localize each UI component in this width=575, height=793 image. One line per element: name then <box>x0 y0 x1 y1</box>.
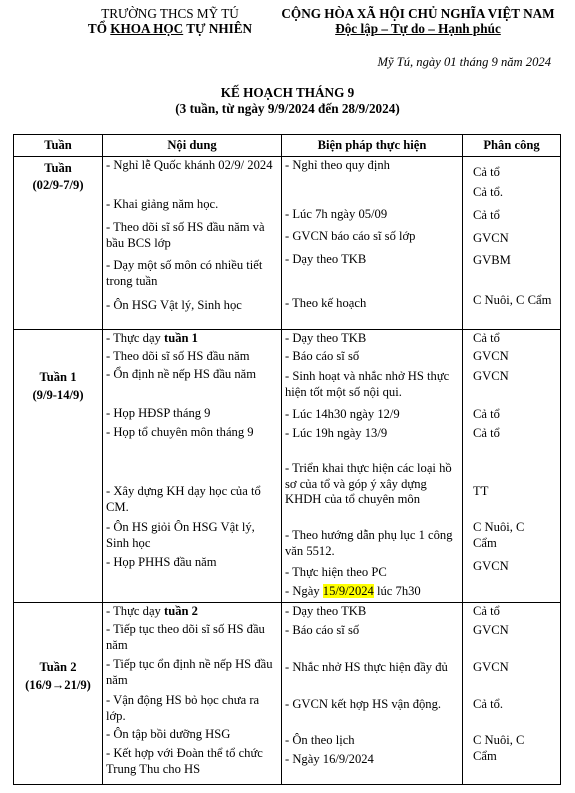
measure-item: - Nhắc nhở HS thực hiện đầy đủ <box>285 660 448 674</box>
school-name: TRƯỜNG THCS MỸ TÚ <box>101 6 239 21</box>
measure-item: - Báo cáo sĩ số <box>285 623 360 637</box>
content-item: - Vận động HS bỏ học chưa ra lớp. <box>106 693 260 723</box>
content-item: - Ôn tập bồi dưỡng HSG <box>106 727 231 741</box>
week-name: Tuần 2 <box>39 660 77 674</box>
national-title: CỘNG HÒA XÃ HỘI CHỦ NGHĨA VIỆT NAM <box>281 6 555 21</box>
department-name <box>70 21 270 36</box>
assign-item: Cả tổ <box>473 426 500 440</box>
content-item: - Họp PHHS đầu năm <box>106 555 217 569</box>
week-cell <box>14 330 103 603</box>
col-header-assign: Phân công <box>463 135 561 157</box>
assign-item: GVCN <box>473 369 509 383</box>
measure-item: - Dạy theo TKB <box>285 252 367 266</box>
table-row <box>14 603 561 785</box>
week-range: (02/9-7/9) <box>32 178 84 192</box>
content-cell <box>103 157 282 330</box>
assign-item: C Nuôi, C Cẩm <box>473 520 525 550</box>
content-cell <box>103 603 282 785</box>
content-item: - Thực dạy tuần 1 <box>106 331 198 345</box>
content-item: - Theo dõi sĩ số HS đầu năm <box>106 349 250 363</box>
measure-item: - GVCN báo cáo sĩ số lớp <box>285 229 416 243</box>
measure-item: - Thực hiện theo PC <box>285 565 387 579</box>
assign-item: GVCN <box>473 231 509 245</box>
measure-item: - Lúc 14h30 ngày 12/9 <box>285 407 400 421</box>
measures-cell <box>282 603 463 785</box>
content-item: - Ổn định nề nếp HS đầu năm <box>106 367 257 381</box>
assign-item: GVBM <box>473 253 511 267</box>
measure-date-prefix: - Ngày <box>285 584 323 598</box>
content-item-emphasis: tuần 1 <box>164 331 198 345</box>
week-cell <box>14 603 103 785</box>
content-cell <box>103 330 282 603</box>
assign-item: GVCN <box>473 559 509 573</box>
measure-item: - Dạy theo TKB <box>285 604 367 618</box>
content-item-emphasis: tuần 2 <box>164 604 198 618</box>
measure-item: - Dạy theo TKB <box>285 331 367 345</box>
assign-item: Cả tổ <box>473 604 500 618</box>
assign-item: TT <box>473 484 489 498</box>
assign-item: Cả tổ <box>473 165 500 179</box>
assign-item: Cả tổ <box>473 407 500 421</box>
plan-table <box>13 134 561 785</box>
measure-item: - Theo hướng dẫn phụ lục 1 công văn 5512. <box>285 528 453 558</box>
content-item: - Thực dạy tuần 2 <box>106 604 198 618</box>
national-motto: Độc lập – Tự do – Hạnh phúc <box>335 21 501 36</box>
measure-item: - Sinh hoạt và nhắc nhở HS thực hiện tốt một số nội qui. <box>285 369 450 399</box>
table-header-row <box>14 135 561 157</box>
assign-item: Cả tổ <box>473 208 500 222</box>
content-item: - Ôn HSG Vật lý, Sinh học <box>106 298 242 312</box>
content-item: - Xây dựng KH dạy học của tổ CM. <box>106 484 261 514</box>
measures-cell <box>282 157 463 330</box>
week-name: Tuần <box>44 161 72 175</box>
table-row <box>14 157 561 330</box>
content-item: - Tiếp tục ổn định nề nếp HS đầu năm <box>106 657 273 687</box>
measure-item: - GVCN kết hợp HS vận động. <box>285 697 442 711</box>
date-line: Mỹ Tú, ngày 01 tháng 9 năm 2024 <box>377 55 551 69</box>
col-header-content: Nội dung <box>103 135 282 157</box>
measure-item: - Lúc 7h ngày 05/09 <box>285 207 388 221</box>
content-item: - Theo dõi sĩ số HS đầu năm và bầu BCS lớp <box>106 220 265 250</box>
content-item: - Khai giảng năm học. <box>106 197 219 211</box>
assign-item: GVCN <box>473 623 509 637</box>
assign-cell <box>463 330 561 603</box>
measure-item: - Theo kế hoạch <box>285 296 367 310</box>
week-cell <box>14 157 103 330</box>
content-item: - Họp HĐSP tháng 9 <box>106 406 211 420</box>
assign-item: Cả tổ <box>473 331 500 345</box>
content-item: - Nghỉ lễ Quốc khánh 02/9/ 2024 <box>106 158 273 172</box>
measures-cell <box>282 330 463 603</box>
week-name: Tuần 1 <box>39 370 77 384</box>
assign-item: Cả tổ. <box>473 185 504 199</box>
measure-item: - Lúc 19h ngày 13/9 <box>285 426 388 440</box>
assign-item: C Nuôi, C Cẩm <box>473 733 525 763</box>
national-header <box>268 6 568 36</box>
department-name-text: TỔ KHOA HỌC TỰ NHIÊN <box>87 21 253 36</box>
measure-date-suffix: lúc 7h30 <box>373 584 421 598</box>
assign-item: C Nuôi, C Cẩm <box>473 293 552 307</box>
measure-item: - Nghỉ theo quy định <box>285 158 390 172</box>
week-range: (16/9→21/9) <box>25 678 91 692</box>
highlighted-date: 15/9/2024 <box>322 584 374 598</box>
week-range: (9/9-14/9) <box>32 388 84 402</box>
assign-item: Cả tổ. <box>473 697 504 711</box>
table-row <box>14 330 561 603</box>
content-item: - Tiếp tục theo dõi sĩ số HS đầu năm <box>106 622 265 652</box>
measure-item: - Báo cáo sĩ số <box>285 349 360 363</box>
col-header-measures: Biện pháp thực hiện <box>282 135 463 157</box>
content-item: - Kết hợp với Đoàn thể tổ chức Trung Thu cho HS <box>106 746 263 776</box>
department-name-underlined: KHOA HỌC <box>110 21 184 36</box>
col-header-week: Tuần <box>14 135 103 157</box>
measure-item: - Ôn theo lịch <box>285 733 355 747</box>
assign-cell <box>463 603 561 785</box>
measure-item: - Triển khai thực hiện các loại hồ sơ của tổ và góp ý xây dựng KHDH của tổ chuyên môn <box>285 461 452 506</box>
assign-cell <box>463 157 561 330</box>
measure-item <box>285 584 458 600</box>
assign-item: GVCN <box>473 660 509 674</box>
measure-item: - Ngày 16/9/2024 <box>285 752 374 766</box>
page-title: KẾ HOẠCH THÁNG 9 <box>220 85 355 100</box>
content-item: - Dạy một số môn có nhiều tiết trong tuần <box>106 258 263 288</box>
school-header <box>70 6 270 36</box>
assign-item: GVCN <box>473 349 509 363</box>
content-item: - Họp tổ chuyên môn tháng 9 <box>106 425 254 439</box>
content-item: - Ôn HS giỏi Ôn HSG Vật lý, Sinh học <box>106 520 255 550</box>
page-subtitle: (3 tuần, từ ngày 9/9/2024 đến 28/9/2024) <box>175 101 400 116</box>
